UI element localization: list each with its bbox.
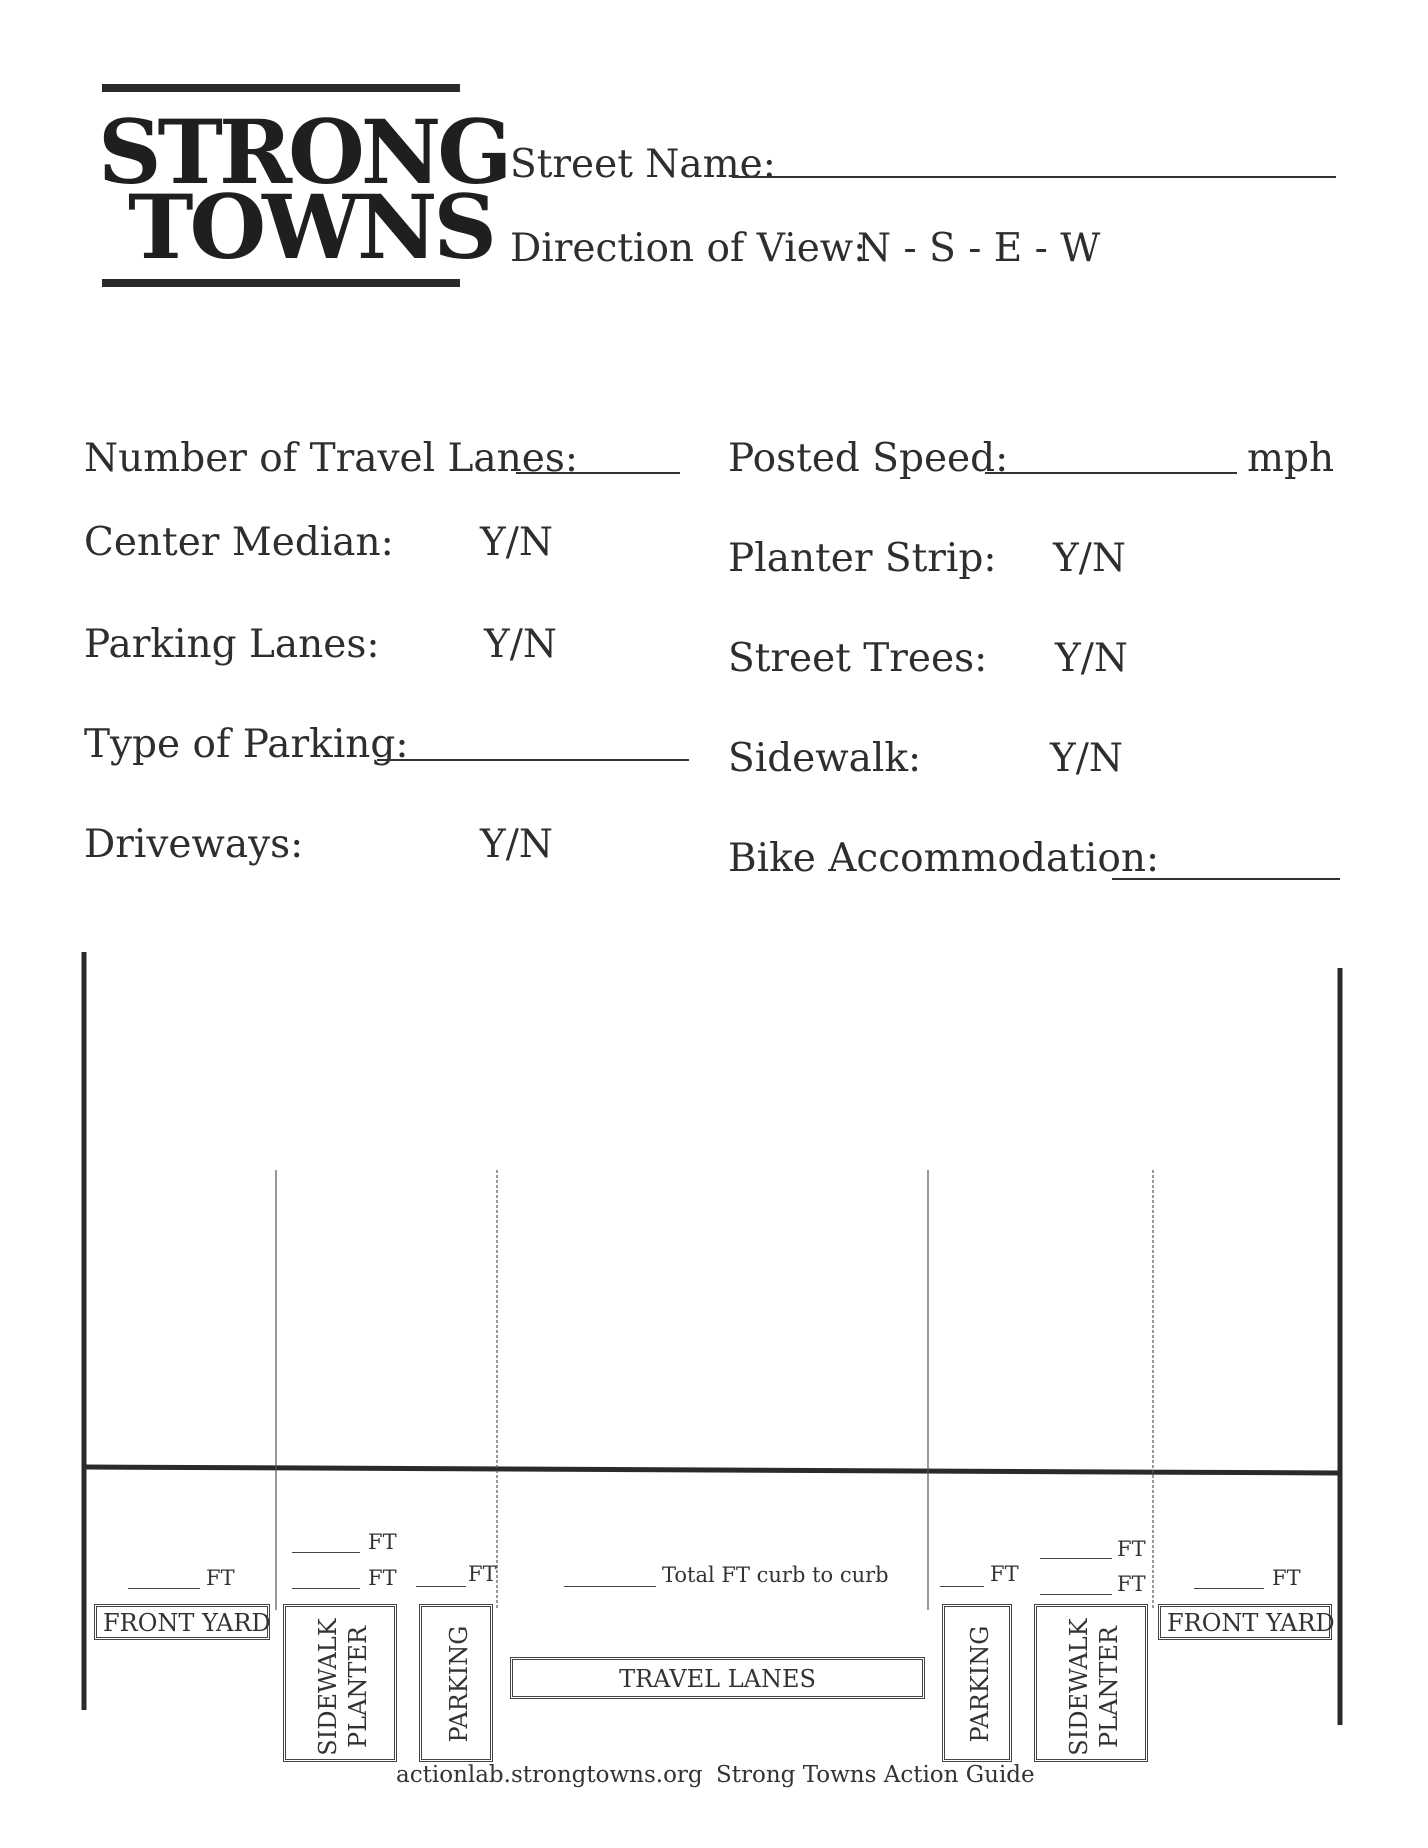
sidewalk-planter-left-box (283, 1604, 397, 1762)
front-yard-right-box (1158, 1604, 1335, 1640)
planter-right-ft: FT (1117, 1572, 1146, 1596)
street-trees-yn[interactable]: Y/N (1055, 636, 1129, 681)
sidewalk-left-ft: FT (368, 1530, 397, 1554)
parking-left-ft-blank[interactable] (416, 1586, 466, 1587)
planter-strip-label: Planter Strip: (728, 536, 997, 581)
front-yard-left-box (94, 1604, 270, 1640)
parking-lanes-label: Parking Lanes: (84, 622, 380, 667)
speed-unit: mph (1247, 436, 1335, 481)
direction-options[interactable]: N - S - E - W (857, 226, 1101, 271)
sidewalk-right-ft-blank[interactable] (1040, 1558, 1112, 1559)
driveways-yn[interactable]: Y/N (480, 822, 554, 867)
planter-left-ft: FT (368, 1566, 397, 1590)
sidewalk-planter-left-label (313, 1612, 373, 1762)
curb-to-curb-label: Total FT curb to curb (662, 1563, 889, 1587)
front-yard-right-label: FRONT YARD (1167, 1609, 1335, 1637)
logo-line-1: STRONG (98, 100, 509, 204)
planter-right-text: PLANTER (1095, 1626, 1123, 1749)
parking-left-box (419, 1604, 493, 1762)
planter-left-ft-blank[interactable] (292, 1588, 360, 1589)
parking-right-ft: FT (990, 1562, 1019, 1586)
driveways-label: Driveways: (84, 822, 304, 867)
sidewalk-right-ft: FT (1117, 1537, 1146, 1561)
travel-lanes-label: TRAVEL LANES (619, 1665, 816, 1693)
center-median-yn[interactable]: Y/N (480, 520, 554, 565)
front-yard-right-ft: FT (1272, 1566, 1301, 1590)
logo-line-2: TOWNS (128, 175, 493, 279)
footer-url: actionlab.strongtowns.org (396, 1762, 703, 1788)
parking-lanes-yn[interactable]: Y/N (484, 622, 558, 667)
direction-label: Direction of View: (510, 226, 867, 271)
posted-speed-label: Posted Speed: (728, 436, 1009, 481)
sidewalk-planter-right-label (1064, 1612, 1124, 1762)
sidewalk-left-text: SIDEWALK (314, 1618, 342, 1756)
parking-right-box (942, 1604, 1012, 1762)
street-name-label: Street Name: (510, 142, 776, 187)
type-of-parking-label: Type of Parking: (84, 722, 409, 767)
front-yard-left-ft: FT (206, 1566, 235, 1590)
planter-right-ft-blank[interactable] (1040, 1594, 1112, 1595)
parking-right-ft-blank[interactable] (940, 1586, 984, 1587)
sidewalk-yn[interactable]: Y/N (1050, 736, 1124, 781)
street-trees-label: Street Trees: (728, 636, 988, 681)
parking-left-ft: FT (468, 1562, 497, 1586)
parking-left-label: PARKING (445, 1625, 473, 1743)
sidewalk-right-text: SIDEWALK (1065, 1618, 1093, 1756)
sidewalk-planter-right-box (1034, 1604, 1148, 1762)
planter-strip-yn[interactable]: Y/N (1053, 536, 1127, 581)
travel-lanes-box (510, 1657, 925, 1699)
front-yard-right-ft-blank[interactable] (1194, 1588, 1264, 1589)
sidewalk-left-ft-blank[interactable] (292, 1552, 360, 1553)
front-yard-left-ft-blank[interactable] (128, 1588, 200, 1589)
sidewalk-label: Sidewalk: (728, 736, 922, 781)
center-median-label: Center Median: (84, 520, 394, 565)
parking-right-label: PARKING (966, 1625, 994, 1743)
travel-lanes-label: Number of Travel Lanes: (84, 436, 579, 481)
front-yard-left-label: FRONT YARD (103, 1609, 271, 1637)
footer-guide: Strong Towns Action Guide (716, 1762, 1035, 1788)
curb-to-curb-blank[interactable] (564, 1586, 656, 1587)
bike-accommodation-label: Bike Accommodation: (728, 836, 1160, 881)
planter-left-text: PLANTER (344, 1626, 372, 1749)
